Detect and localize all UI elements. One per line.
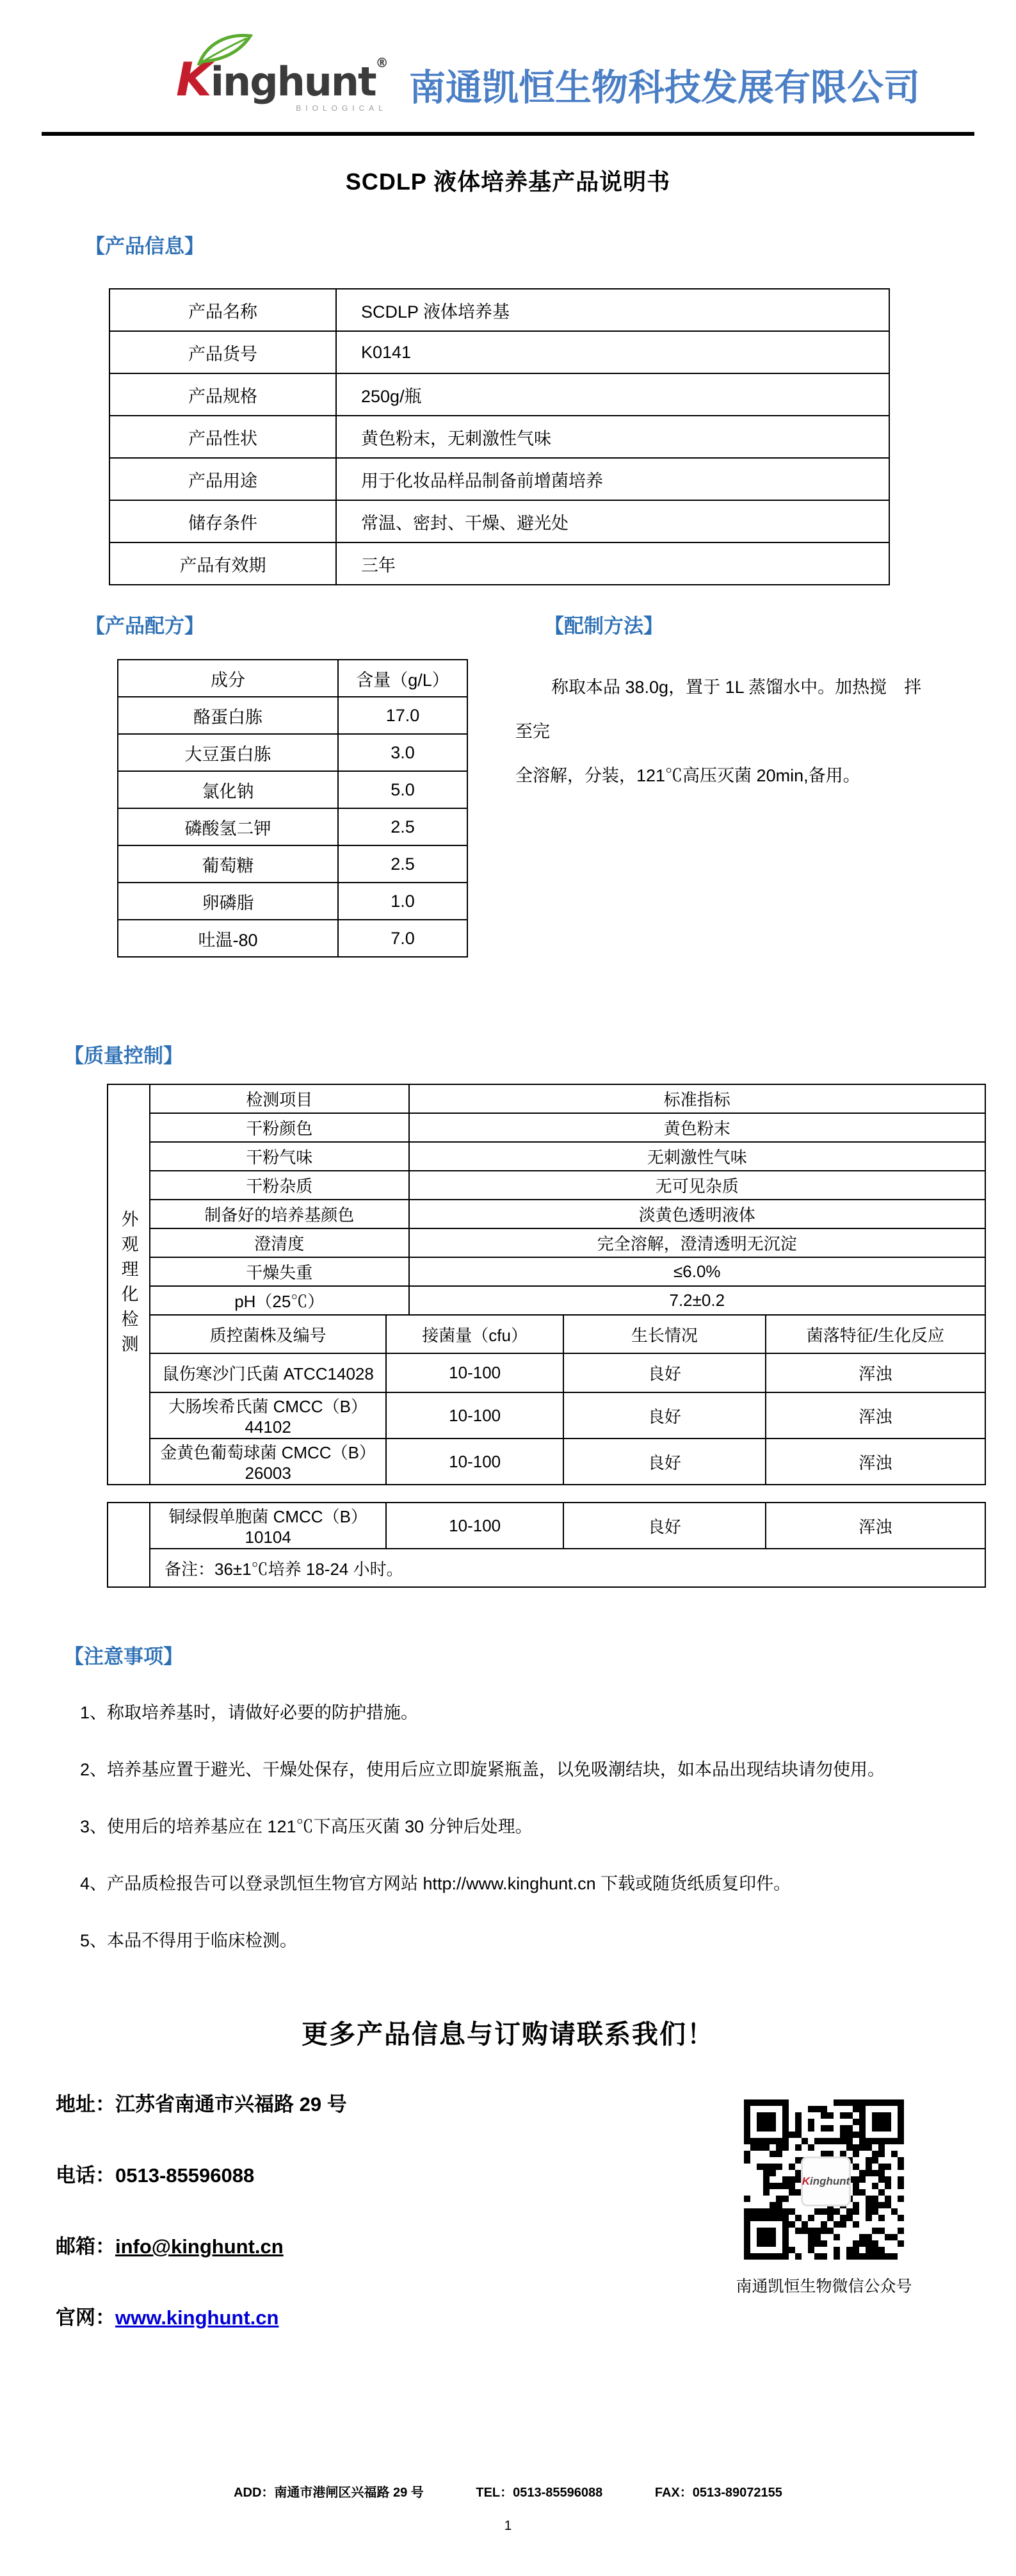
qc-item: 检测项目 (150, 1084, 409, 1113)
strain-name: 鼠伤寒沙门氏菌 ATCC14028 (150, 1353, 386, 1392)
preparation-text (515, 665, 938, 798)
wechat-qr-code (744, 2099, 904, 2260)
header (42, 0, 974, 113)
row-value: 黄色粉末，无刺激性气味 (336, 416, 889, 458)
table-row (150, 1228, 985, 1257)
qc-standard: 7.2±0.2 (409, 1286, 985, 1315)
note-item: 5、本品不得用于临床检测。 (80, 1931, 298, 1950)
phone-line (56, 2159, 728, 2188)
phone-label: 电话： (56, 2164, 115, 2187)
growth: 良好 (563, 1439, 766, 1485)
table-row (109, 458, 889, 500)
table-row (109, 331, 889, 373)
address-label: 地址： (56, 2093, 115, 2115)
address-line (56, 2088, 728, 2117)
quality-control-table-2 (107, 1502, 986, 1588)
qr-finder-icon (744, 2099, 789, 2144)
inoculum: 10-100 (386, 1353, 563, 1392)
wechat-qr-block (728, 2088, 920, 2372)
row-value: 用于化妆品样品制备前增菌培养 (336, 458, 889, 500)
table-row (109, 373, 889, 416)
qr-finder-icon (859, 2099, 904, 2144)
qc-main-2 (149, 1502, 986, 1588)
table-row (109, 289, 889, 331)
page-number: 1 (504, 2518, 512, 2533)
qc-item: 澄清度 (150, 1228, 409, 1257)
website-label: 官网： (56, 2306, 115, 2329)
website-link[interactable]: www.kinghunt.cn (115, 2306, 279, 2329)
preparation-line: 全溶解，分装，121℃高压灭菌 20min,备用。 (515, 765, 860, 785)
table-row (150, 1392, 985, 1439)
row-value: 250g/瓶 (336, 373, 889, 416)
table-row (118, 660, 467, 697)
formula-preparation-section (42, 610, 974, 958)
table-row (150, 1113, 985, 1142)
section-heading-notes: 【注意事项】 (64, 1645, 183, 1668)
strain-name: 大肠埃希氏菌 CMCC（B）44102 (150, 1392, 386, 1439)
table-row (150, 1286, 985, 1315)
section-heading-preparation: 【配制方法】 (544, 615, 663, 637)
growth: 良好 (563, 1353, 766, 1392)
qr-caption: 南通凯恒生物微信公众号 (736, 2278, 912, 2295)
table-row (150, 1084, 985, 1113)
qc-physical-table (149, 1084, 986, 1316)
brand-subtitle: BIOLOGICAL (296, 104, 387, 113)
section-heading-quality-control: 【质量控制】 (64, 1045, 183, 1067)
table-row (150, 1353, 985, 1392)
table-row (150, 1439, 985, 1485)
table-row (150, 1549, 985, 1587)
footer-address: ADD：南通市港闸区兴福路 29 号 (234, 2486, 424, 2500)
table-row (109, 500, 889, 542)
row-value: 三年 (336, 542, 889, 585)
footer-tel: TEL：0513-85596088 (476, 2486, 603, 2500)
table-row (109, 542, 889, 585)
row-label: 产品性状 (109, 416, 336, 458)
colony-feature: 浑浊 (766, 1392, 985, 1439)
qc-standard: 标准指标 (409, 1084, 985, 1113)
qc-standard: 无可见杂质 (409, 1171, 985, 1200)
ingredient-name: 氯化钠 (118, 771, 338, 808)
row-value: 常温、密封、干燥、避光处 (336, 500, 889, 542)
registered-mark-icon: ® (375, 55, 387, 70)
ingredient-amount: 17.0 (338, 697, 467, 734)
growth: 良好 (563, 1503, 766, 1549)
section-heading-formula: 【产品配方】 (85, 615, 204, 637)
note-item: 3、使用后的培养基应在 121℃下高压灭菌 30 分钟后处理。 (80, 1817, 533, 1836)
inoculum: 10-100 (386, 1392, 563, 1439)
note-item: 2、培养基应置于避光、干燥处保存，使用后应立即旋紧瓶盖，以免吸潮结块，如本品出现结块请勿使用。 (80, 1760, 885, 1779)
table-row (150, 1503, 985, 1549)
qc-item: 干粉杂质 (150, 1171, 409, 1200)
ingredient-amount: 2.5 (338, 845, 467, 883)
header-divider (42, 132, 974, 136)
footer-fax: FAX：0513-89072155 (654, 2486, 782, 2500)
qc-item: 干燥失重 (150, 1257, 409, 1286)
table-row (109, 416, 889, 458)
ingredient-amount: 5.0 (338, 771, 467, 808)
qc-standard: 无刺激性气味 (409, 1142, 985, 1171)
brand-rest: inghunt (210, 58, 376, 105)
strain-name: 金黄色葡萄球菌 CMCC（B）26003 (150, 1439, 386, 1485)
qc-main (149, 1084, 986, 1485)
row-label: 储存条件 (109, 500, 336, 542)
ingredient-name: 大豆蛋白胨 (118, 734, 338, 771)
table-row (118, 920, 467, 957)
section-heading-product-info: 【产品信息】 (85, 235, 204, 257)
company-name: 南通凯恒生物科技发展有限公司 (409, 66, 920, 109)
email-label: 邮箱： (56, 2235, 115, 2258)
table-row (118, 734, 467, 771)
row-value: SCDLP 液体培养基 (336, 289, 889, 331)
ingredient-name: 葡萄糖 (118, 845, 338, 883)
contact-section (42, 2088, 974, 2372)
qc-note: 备注：36±1℃培养 18-24 小时。 (150, 1549, 985, 1587)
preparation-line: 称取本品 38.0g，置于 1L 蒸馏水中。加热搅 拌至完 (515, 678, 922, 741)
qr-center-logo: Kinghunt (801, 2156, 851, 2206)
ingredient-amount: 1.0 (338, 883, 467, 920)
column-header: 生长情况 (563, 1315, 766, 1353)
contact-heading: 更多产品信息与订购请联系我们！ (302, 2019, 714, 2049)
table-row (150, 1315, 985, 1353)
ingredient-name: 吐温-80 (118, 920, 338, 957)
colony-feature: 浑浊 (766, 1353, 985, 1392)
ingredient-amount: 7.0 (338, 920, 467, 957)
qc-item: 干粉气味 (150, 1142, 409, 1171)
inoculum: 10-100 (386, 1439, 563, 1485)
phone-value: 0513-85596088 (115, 2164, 255, 2187)
brand-letter-k: K (176, 53, 211, 106)
notes-list (54, 1699, 974, 1952)
qc-standard: 淡黄色透明液体 (409, 1200, 985, 1228)
ingredient-amount: 3.0 (338, 734, 467, 771)
ingredient-name: 酪蛋白胨 (118, 697, 338, 734)
row-label: 产品有效期 (109, 542, 336, 585)
table-row (118, 771, 467, 808)
colony-feature: 浑浊 (766, 1439, 985, 1485)
contact-lines (42, 2088, 728, 2372)
column-header: 成分 (118, 660, 338, 697)
colony-feature: 浑浊 (766, 1503, 985, 1549)
note-item: 1、称取培养基时，请做好必要的防护措施。 (80, 1703, 419, 1722)
qc-side-empty-cell (107, 1502, 149, 1588)
table-row (150, 1142, 985, 1171)
formula-table (117, 659, 468, 958)
qc-item: 干粉颜色 (150, 1113, 409, 1142)
row-label: 产品用途 (109, 458, 336, 500)
qc-item: pH（25℃） (150, 1286, 409, 1315)
email-line (56, 2230, 728, 2259)
strain-name: 铜绿假单胞菌 CMCC（B）10104 (150, 1503, 386, 1549)
table-row (118, 697, 467, 734)
table-row (150, 1171, 985, 1200)
row-label: 产品货号 (109, 331, 336, 373)
qr-finder-icon (744, 2215, 789, 2260)
website-line (56, 2301, 728, 2330)
ingredient-name: 卵磷脂 (118, 883, 338, 920)
column-header: 质控菌株及编号 (150, 1315, 386, 1353)
formula-column (42, 610, 483, 958)
qc-strain-table-2 (149, 1502, 986, 1588)
table-row (118, 883, 467, 920)
ingredient-amount: 2.5 (338, 808, 467, 845)
qc-side-label-cell (107, 1084, 149, 1485)
footer (0, 2482, 1016, 2500)
note-item: 4、产品质检报告可以登录凯恒生物官方网站 http://www.kinghunt.cn 下载或随货纸质复印件。 (80, 1874, 791, 1893)
product-info-table (109, 288, 890, 585)
ingredient-name: 磷酸氢二钾 (118, 808, 338, 845)
qc-standard: 完全溶解，澄清透明无沉淀 (409, 1228, 985, 1257)
leaf-icon (194, 32, 253, 69)
qc-strain-table (149, 1314, 986, 1485)
kinghunt-logo (176, 53, 387, 113)
qc-side-label: 外观理化检测 (118, 1209, 138, 1360)
column-header: 含量（g/L） (338, 660, 467, 697)
table-row (118, 845, 467, 883)
row-value: K0141 (336, 331, 889, 373)
qc-standard: 黄色粉末 (409, 1113, 985, 1142)
table-row (150, 1200, 985, 1228)
column-header: 接菌量（cfu） (386, 1315, 563, 1353)
page-title: SCDLP 液体培养基产品说明书 (345, 168, 671, 195)
address-value: 江苏省南通市兴福路 29 号 (115, 2093, 347, 2115)
row-label: 产品规格 (109, 373, 336, 416)
table-row (150, 1257, 985, 1286)
quality-control-table (107, 1084, 986, 1485)
qc-item: 制备好的培养基颜色 (150, 1200, 409, 1228)
inoculum: 10-100 (386, 1503, 563, 1549)
row-label: 产品名称 (109, 289, 336, 331)
preparation-column (483, 610, 974, 798)
email-link[interactable]: info@kinghunt.cn (115, 2235, 284, 2258)
column-header: 菌落特征/生化反应 (766, 1315, 985, 1353)
table-row (118, 808, 467, 845)
qc-standard: ≤6.0% (409, 1257, 985, 1286)
growth: 良好 (563, 1392, 766, 1439)
